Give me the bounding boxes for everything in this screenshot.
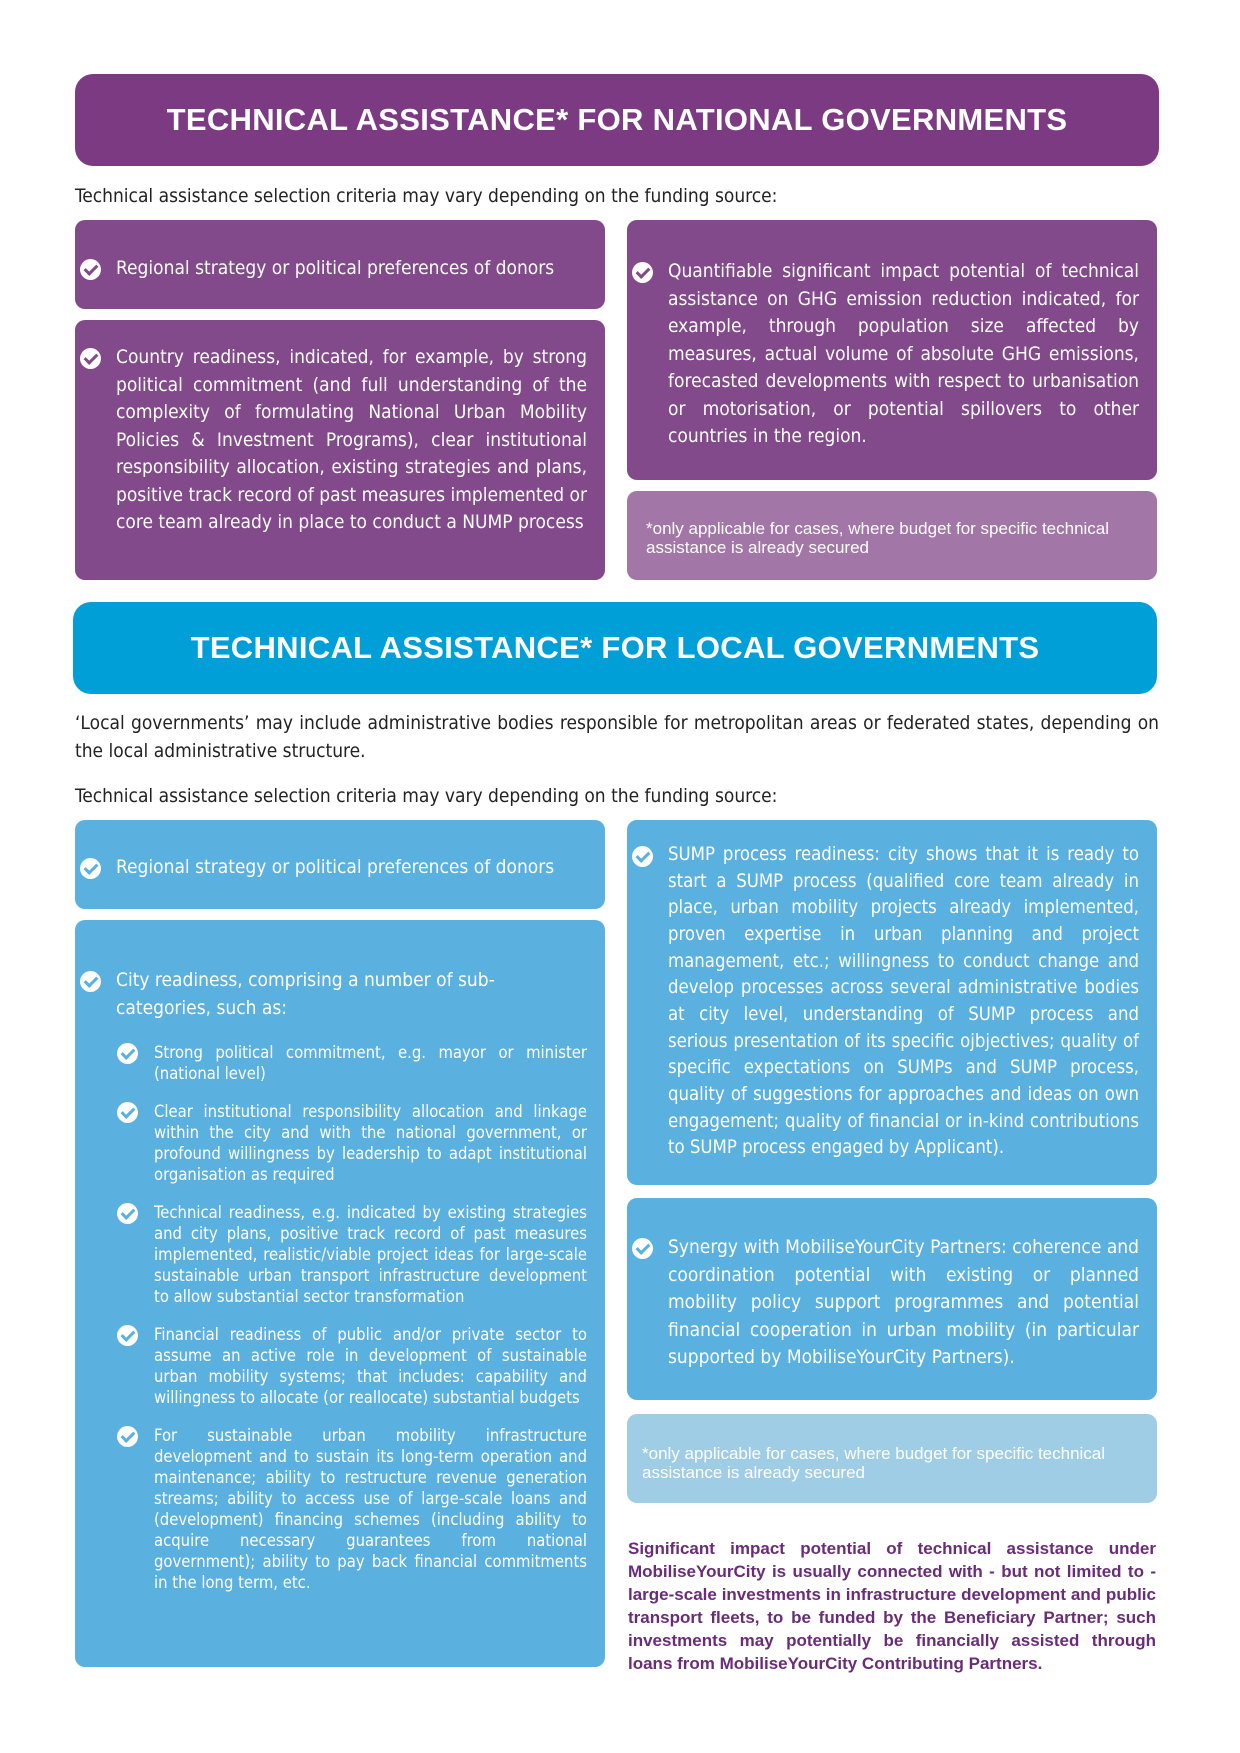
criterion-text: City readiness, comprising a number of sub-categories, such as: [116, 969, 495, 1019]
national-criterion-country-box [75, 320, 605, 580]
national-title: TECHNICAL ASSISTANCE* FOR NATIONAL GOVERNMENTS [166, 102, 1068, 137]
check-circle-icon [117, 1043, 138, 1064]
local-synergy-box [627, 1198, 1157, 1400]
national-footnote-box [627, 491, 1157, 580]
impact-note: Significant impact potential of technical assistance under MobiliseYourCity is usually connected with - but not limited to - large-scale investments in infrastructure development and public transport fleets, to be funded by the Beneficiary Partner; such investments may potentially be financially assisted through loans from MobiliseYourCity Contributing Partners. [628, 1539, 1156, 1673]
national-criterion-donors-box [75, 220, 605, 309]
footnote-text: *only applicable for cases, where budget for specific technical assistance is already secured [642, 1444, 1106, 1482]
check-circle-icon [80, 971, 101, 992]
check-circle-icon [632, 1238, 653, 1259]
criterion-item [80, 255, 587, 283]
sub-criterion-text: Financial readiness of public and/or private sector to assume an active role in development of sustainable urban mobility systems; that includes: capability and willingness to allocate (or reallocate) substantial budgets [154, 1325, 587, 1407]
local-criterion-donors-box [75, 820, 605, 909]
check-circle-icon [80, 858, 101, 879]
local-intro: ‘Local governments’ may include administrative bodies responsible for metropolitan areas or federated states, depending on the local administrative structure. [75, 712, 1159, 762]
sub-criterion-text: For sustainable urban mobility infrastructure development and to sustain its long-term operation and maintenance; ability to restructure revenue generation streams; ability to access use of large-scale loans and (development) financing schemes (including ability to acquire necessary guarantees from national government); ability to pay back financial commitments in the long term, etc. [154, 1426, 587, 1592]
criterion-text: Regional strategy or political preferences of donors [116, 257, 555, 279]
criterion-text: Synergy with MobiliseYourCity Partners: coherence and coordination potential with existing or planned mobility policy support programmes and potential financial cooperation in urban mobility (in particular supported by MobiliseYourCity Partners). [668, 1236, 1139, 1368]
criterion-item [80, 854, 587, 882]
local-title: TECHNICAL ASSISTANCE* FOR LOCAL GOVERNMENTS [190, 630, 1040, 665]
check-circle-icon [632, 846, 653, 867]
sub-criterion-item [117, 1425, 587, 1593]
check-circle-icon [117, 1102, 138, 1123]
sub-criterion-text: Strong political commitment, e.g. mayor or minister (national level) [154, 1043, 587, 1083]
check-circle-icon [80, 259, 101, 280]
criterion-text: Quantifiable significant impact potential of technical assistance on GHG emission reduction indicated, for example, through population size affected by measures, actual volume of absolute GHG emissions, forecasted developments with respect to urbanisation or motorisation, or potential spillovers to other countries in the region. [668, 260, 1139, 447]
sub-criterion-item [117, 1324, 587, 1408]
local-title-banner [73, 602, 1157, 694]
criterion-item [632, 258, 1139, 451]
sub-criterion-text: Technical readiness, e.g. indicated by existing strategies and city plans, positive track record of past measures implemented, realistic/viable project ideas for large-scale sustainable urban transport infrastructure development to allow substantial sector transformation [154, 1203, 587, 1306]
check-circle-icon [80, 348, 101, 369]
sub-criteria-list [117, 1042, 587, 1593]
criterion-text: Regional strategy or political preferences of donors [116, 856, 555, 878]
footnote-text: *only applicable for cases, where budget for specific technical assistance is already secured [646, 519, 1110, 557]
criterion-item [80, 344, 587, 537]
check-circle-icon [632, 262, 653, 283]
local-sump-readiness-box [627, 820, 1157, 1185]
local-footnote-box [627, 1414, 1157, 1503]
check-circle-icon [117, 1203, 138, 1224]
criterion-text: Country readiness, indicated, for example, by strong political commitment (and full understanding of the complexity of formulating National Urban Mobility Policies & Investment Programs), clear institutional responsibility allocation, existing strategies and plans, positive track record of past measures implemented or core team already in place to conduct a NUMP process [116, 346, 587, 533]
sub-criterion-item [117, 1202, 587, 1307]
check-circle-icon [117, 1325, 138, 1346]
national-criterion-impact-box [627, 220, 1157, 480]
criterion-item [80, 967, 496, 1022]
local-intro-criteria: Technical assistance selection criteria may vary depending on the funding source: [75, 785, 778, 807]
national-intro: Technical assistance selection criteria may vary depending on the funding source: [75, 185, 778, 207]
check-circle-icon [117, 1426, 138, 1447]
sub-criterion-item [117, 1042, 587, 1084]
criterion-item [632, 842, 1139, 1162]
national-title-banner [75, 74, 1159, 166]
sub-criterion-text: Clear institutional responsibility allocation and linkage within the city and with the national government, or profound willingness by leadership to adapt institutional organisation as required [154, 1102, 587, 1184]
criterion-item [632, 1234, 1139, 1372]
sub-criterion-item [117, 1101, 587, 1185]
criterion-text: SUMP process readiness: city shows that it is ready to start a SUMP process (qualified core team already in place, urban mobility projects already implemented, proven expertise in urban planning and project management, etc.; willingness to conduct change and develop processes across several administrative bodies at city level, understanding of SUMP process and serious presentation of its specific ojbjectives; quality of specific expectations on SUMPs and SUMP process, quality of suggestions for approaches and ideas on own engagement; quality of financial or in-kind contributions to SUMP process engaged by Applicant). [668, 844, 1139, 1159]
local-city-readiness-box [75, 920, 605, 1667]
